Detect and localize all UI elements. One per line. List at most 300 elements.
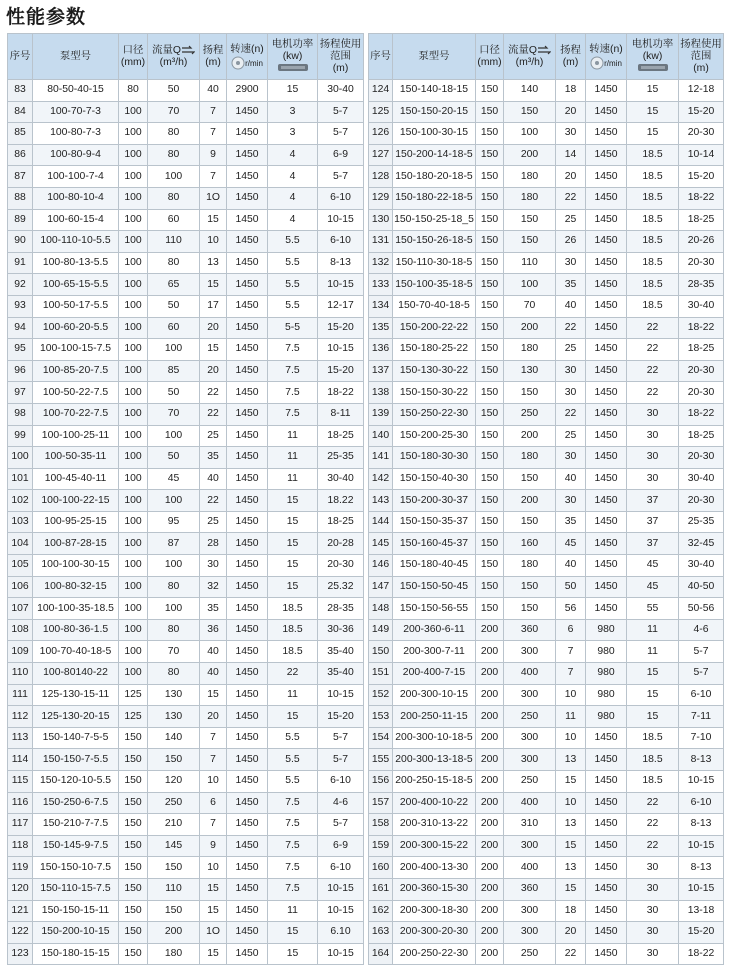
cell-caliber: 150 — [476, 231, 504, 253]
cell-no: 151 — [369, 663, 393, 685]
cell-no: 125 — [369, 101, 393, 123]
cell-speed: 1450 — [227, 360, 268, 382]
cell-caliber: 150 — [119, 792, 148, 814]
cell-power: 11 — [268, 447, 318, 469]
cell-head: 13 — [200, 252, 227, 274]
cell-no: 118 — [8, 835, 33, 857]
cell-head: 7 — [200, 123, 227, 145]
cell-no: 100 — [8, 447, 33, 469]
cell-range: 10-15 — [679, 878, 724, 900]
table-row — [8, 835, 364, 857]
cell-model: 200-400-7-15 — [393, 663, 476, 685]
cell-head: 25 — [200, 425, 227, 447]
table-row — [8, 727, 364, 749]
cell-no: 84 — [8, 101, 33, 123]
header-power: 电机功率 (kw) — [268, 34, 318, 80]
table-row — [369, 511, 724, 533]
cell-head: 6 — [200, 792, 227, 814]
cell-model: 100-50-17-5.5 — [33, 295, 119, 317]
spec-table-right — [368, 33, 724, 965]
cell-power: 15 — [268, 555, 318, 577]
header-flow: 流量Q (m³/h) — [504, 34, 556, 80]
cell-range: 10-15 — [318, 684, 364, 706]
cell-power: 15 — [627, 684, 679, 706]
cell-model: 100-100-25-11 — [33, 425, 119, 447]
cell-model: 150-150-40-30 — [393, 468, 476, 490]
cell-range: 18-22 — [679, 317, 724, 339]
cell-head: 25 — [556, 339, 586, 361]
cell-power: 18.5 — [627, 771, 679, 793]
cell-speed: 1450 — [586, 295, 627, 317]
cell-head: 18 — [556, 900, 586, 922]
cell-caliber: 200 — [476, 878, 504, 900]
cell-head: 56 — [556, 598, 586, 620]
cell-head: 40 — [556, 555, 586, 577]
table-row — [369, 252, 724, 274]
cell-power: 30 — [627, 447, 679, 469]
cell-flow: 180 — [504, 187, 556, 209]
cell-no: 104 — [8, 533, 33, 555]
cell-model: 100-80-9-4 — [33, 144, 119, 166]
cell-caliber: 150 — [476, 252, 504, 274]
motor-icon — [278, 64, 308, 71]
cell-range: 20-30 — [679, 447, 724, 469]
cell-model: 150-145-9-7.5 — [33, 835, 119, 857]
table-row — [369, 533, 724, 555]
cell-caliber: 100 — [119, 317, 148, 339]
cell-head: 40 — [200, 80, 227, 102]
cell-flow: 80 — [148, 576, 200, 598]
cell-power: 5.5 — [268, 274, 318, 296]
cell-model: 150-110-30-18-5 — [393, 252, 476, 274]
cell-caliber: 200 — [476, 943, 504, 965]
cell-caliber: 100 — [119, 511, 148, 533]
cell-flow: 50 — [148, 80, 200, 102]
cell-speed: 1450 — [227, 533, 268, 555]
cell-caliber: 150 — [119, 922, 148, 944]
cell-power: 15 — [268, 706, 318, 728]
cell-range: 12-17 — [318, 295, 364, 317]
cell-head: 15 — [200, 684, 227, 706]
table-row — [369, 619, 724, 641]
cell-model: 125-130-15-11 — [33, 684, 119, 706]
cell-caliber: 100 — [119, 360, 148, 382]
cell-head: 22 — [556, 187, 586, 209]
cell-head: 35 — [556, 274, 586, 296]
table-row — [369, 339, 724, 361]
cell-caliber: 100 — [119, 231, 148, 253]
table-row — [369, 468, 724, 490]
cell-no: 111 — [8, 684, 33, 706]
table-row — [369, 403, 724, 425]
cell-caliber: 100 — [119, 403, 148, 425]
cell-range: 18-22 — [318, 382, 364, 404]
cell-speed: 1450 — [227, 425, 268, 447]
cell-speed: 1450 — [227, 922, 268, 944]
cell-head: 30 — [556, 252, 586, 274]
cell-power: 5.5 — [268, 252, 318, 274]
cell-no: 124 — [369, 80, 393, 102]
cell-power: 7.5 — [268, 382, 318, 404]
table-row — [8, 403, 364, 425]
cell-caliber: 100 — [119, 101, 148, 123]
table-body-right — [369, 80, 724, 965]
cell-speed: 1450 — [586, 814, 627, 836]
cell-caliber: 150 — [476, 123, 504, 145]
cell-model: 200-400-10-22 — [393, 792, 476, 814]
cell-speed: 1450 — [227, 619, 268, 641]
cell-flow: 80 — [148, 187, 200, 209]
cell-speed: 1450 — [586, 101, 627, 123]
cell-power: 18.5 — [627, 295, 679, 317]
cell-caliber: 150 — [476, 382, 504, 404]
cell-power: 30 — [627, 943, 679, 965]
cell-model: 100-45-40-11 — [33, 468, 119, 490]
cell-range: 20-30 — [679, 382, 724, 404]
table-row — [8, 771, 364, 793]
cell-flow: 100 — [148, 555, 200, 577]
cell-no: 131 — [369, 231, 393, 253]
cell-head: 25 — [556, 209, 586, 231]
cell-no: 120 — [8, 878, 33, 900]
cell-model: 100-100-22-15 — [33, 490, 119, 512]
cell-head: 15 — [200, 274, 227, 296]
cell-speed: 980 — [586, 706, 627, 728]
cell-flow: 250 — [504, 706, 556, 728]
cell-caliber: 200 — [476, 727, 504, 749]
table-row — [8, 792, 364, 814]
cell-model: 150-180-22-18-5 — [393, 187, 476, 209]
cell-model: 150-150-15-11 — [33, 900, 119, 922]
table-row — [8, 144, 364, 166]
cell-no: 161 — [369, 878, 393, 900]
cell-flow: 80 — [148, 252, 200, 274]
cell-no: 129 — [369, 187, 393, 209]
cell-speed: 1450 — [227, 727, 268, 749]
cell-speed: 1450 — [227, 339, 268, 361]
cell-range: 30-40 — [318, 80, 364, 102]
cell-power: 7.5 — [268, 403, 318, 425]
cell-no: 121 — [8, 900, 33, 922]
cell-caliber: 100 — [119, 533, 148, 555]
cell-flow: 300 — [504, 749, 556, 771]
cell-flow: 145 — [148, 835, 200, 857]
table-row — [8, 252, 364, 274]
cell-range: 10-15 — [318, 878, 364, 900]
cell-caliber: 200 — [476, 792, 504, 814]
cell-speed: 1450 — [227, 101, 268, 123]
cell-range: 10-15 — [318, 900, 364, 922]
cell-flow: 180 — [504, 339, 556, 361]
cell-head: 15 — [556, 835, 586, 857]
cell-power: 18.5 — [627, 727, 679, 749]
cell-model: 150-120-10-5.5 — [33, 771, 119, 793]
cell-power: 7.5 — [268, 857, 318, 879]
cell-caliber: 200 — [476, 663, 504, 685]
cell-power: 22 — [627, 360, 679, 382]
cell-caliber: 150 — [119, 900, 148, 922]
cell-head: 40 — [556, 468, 586, 490]
cell-no: 142 — [369, 468, 393, 490]
cell-model: 100-80-7-3 — [33, 123, 119, 145]
cell-caliber: 100 — [119, 339, 148, 361]
table-row — [369, 382, 724, 404]
cell-flow: 100 — [504, 274, 556, 296]
cell-range: 5-7 — [679, 641, 724, 663]
cell-caliber: 80 — [119, 80, 148, 102]
cell-flow: 300 — [504, 922, 556, 944]
cell-model: 100-80-32-15 — [33, 576, 119, 598]
cell-head: 7 — [200, 101, 227, 123]
cell-no: 154 — [369, 727, 393, 749]
cell-model: 100-100-7-4 — [33, 166, 119, 188]
table-row — [8, 468, 364, 490]
cell-no: 128 — [369, 166, 393, 188]
cell-caliber: 150 — [476, 80, 504, 102]
cell-speed: 1450 — [586, 727, 627, 749]
cell-head: 36 — [200, 619, 227, 641]
cell-no: 99 — [8, 425, 33, 447]
cell-flow: 87 — [148, 533, 200, 555]
cell-speed: 1450 — [586, 403, 627, 425]
cell-no: 88 — [8, 187, 33, 209]
cell-speed: 1450 — [586, 533, 627, 555]
cell-power: 4 — [268, 187, 318, 209]
cell-head: 30 — [556, 490, 586, 512]
cell-head: 10 — [200, 857, 227, 879]
cell-model: 200-300-13-18-5 — [393, 749, 476, 771]
cell-no: 156 — [369, 771, 393, 793]
table-row — [8, 576, 364, 598]
cell-model: 200-300-7-11 — [393, 641, 476, 663]
cell-range: 10-15 — [318, 209, 364, 231]
cell-head: 26 — [556, 231, 586, 253]
cell-no: 89 — [8, 209, 33, 231]
cell-no: 91 — [8, 252, 33, 274]
cell-model: 150-150-56-55 — [393, 598, 476, 620]
table-row — [8, 598, 364, 620]
table-row — [8, 360, 364, 382]
cell-model: 200-250-15-18-5 — [393, 771, 476, 793]
cell-power: 18.5 — [268, 619, 318, 641]
cell-model: 150-250-6-7.5 — [33, 792, 119, 814]
cell-model: 150-180-25-22 — [393, 339, 476, 361]
table-row — [8, 511, 364, 533]
cell-power: 15 — [268, 80, 318, 102]
cell-range: 18-25 — [318, 511, 364, 533]
cell-speed: 1450 — [227, 274, 268, 296]
cell-model: 100-50-35-11 — [33, 447, 119, 469]
cell-flow: 80 — [148, 619, 200, 641]
cell-caliber: 150 — [119, 857, 148, 879]
cell-speed: 1450 — [227, 857, 268, 879]
cell-speed: 1450 — [227, 403, 268, 425]
cell-caliber: 100 — [119, 123, 148, 145]
cell-power: 22 — [268, 663, 318, 685]
header-row — [8, 34, 364, 80]
cell-speed: 1450 — [586, 490, 627, 512]
cell-head: 35 — [200, 447, 227, 469]
cell-head: 9 — [200, 835, 227, 857]
cell-no: 106 — [8, 576, 33, 598]
cell-power: 18.5 — [627, 231, 679, 253]
table-row — [369, 922, 724, 944]
cell-range: 8-13 — [679, 857, 724, 879]
table-row — [8, 209, 364, 231]
cell-caliber: 150 — [119, 943, 148, 965]
cell-head: 15 — [200, 878, 227, 900]
cell-caliber: 150 — [476, 511, 504, 533]
cell-range: 12-18 — [679, 80, 724, 102]
cell-speed: 1450 — [227, 187, 268, 209]
cell-caliber: 150 — [476, 403, 504, 425]
cell-caliber: 200 — [476, 641, 504, 663]
cell-speed: 1450 — [586, 425, 627, 447]
cell-caliber: 150 — [476, 209, 504, 231]
table-row — [369, 598, 724, 620]
cell-range: 10-14 — [679, 144, 724, 166]
cell-no: 127 — [369, 144, 393, 166]
cell-model: 150-180-30-30 — [393, 447, 476, 469]
cell-head: 30 — [556, 382, 586, 404]
cell-flow: 200 — [504, 490, 556, 512]
cell-range: 18.22 — [318, 490, 364, 512]
cell-caliber: 100 — [119, 144, 148, 166]
table-row — [8, 533, 364, 555]
cell-power: 5-5 — [268, 317, 318, 339]
cell-flow: 150 — [148, 900, 200, 922]
cell-range: 10-15 — [318, 274, 364, 296]
cell-head: 15 — [200, 900, 227, 922]
cell-speed: 1450 — [586, 252, 627, 274]
cell-caliber: 150 — [119, 727, 148, 749]
cell-range: 15-20 — [318, 360, 364, 382]
cell-caliber: 100 — [119, 252, 148, 274]
cell-head: 15 — [556, 771, 586, 793]
table-row — [8, 900, 364, 922]
cell-power: 18.5 — [268, 641, 318, 663]
cell-no: 105 — [8, 555, 33, 577]
table-row — [8, 447, 364, 469]
cell-range: 30-40 — [318, 468, 364, 490]
cell-speed: 1450 — [227, 576, 268, 598]
cell-head: 15 — [200, 943, 227, 965]
cell-head: 22 — [200, 490, 227, 512]
cell-head: 13 — [556, 814, 586, 836]
cell-caliber: 200 — [476, 857, 504, 879]
cell-speed: 1450 — [586, 317, 627, 339]
cell-caliber: 200 — [476, 619, 504, 641]
cell-speed: 1450 — [227, 835, 268, 857]
cell-head: 20 — [556, 922, 586, 944]
cell-flow: 130 — [148, 706, 200, 728]
cell-caliber: 150 — [119, 878, 148, 900]
cell-range: 20-30 — [679, 360, 724, 382]
cell-flow: 150 — [504, 511, 556, 533]
cell-model: 150-150-7-5.5 — [33, 749, 119, 771]
cell-power: 30 — [627, 425, 679, 447]
table-row — [369, 447, 724, 469]
cell-power: 22 — [627, 339, 679, 361]
cell-speed: 1450 — [586, 576, 627, 598]
cell-speed: 1450 — [227, 382, 268, 404]
cell-range: 5-7 — [318, 749, 364, 771]
table-row — [8, 317, 364, 339]
cell-model: 200-300-20-30 — [393, 922, 476, 944]
cell-power: 15 — [627, 663, 679, 685]
cell-model: 150-200-10-15 — [33, 922, 119, 944]
header-range: 扬程使用范围 (m) — [318, 34, 364, 80]
cell-model: 100-50-22-7.5 — [33, 382, 119, 404]
cell-range: 30-40 — [679, 295, 724, 317]
cell-model: 200-310-13-22 — [393, 814, 476, 836]
cell-head: 7 — [556, 663, 586, 685]
cell-speed: 1450 — [586, 468, 627, 490]
table-row — [8, 123, 364, 145]
cell-caliber: 100 — [119, 425, 148, 447]
cell-range: 20-30 — [318, 555, 364, 577]
cell-no: 114 — [8, 749, 33, 771]
cell-flow: 400 — [504, 663, 556, 685]
cell-no: 149 — [369, 619, 393, 641]
cell-flow: 150 — [504, 382, 556, 404]
table-row — [369, 555, 724, 577]
cell-speed: 1450 — [227, 749, 268, 771]
table-row — [8, 943, 364, 965]
cell-model: 100-60-20-5.5 — [33, 317, 119, 339]
table-row — [8, 166, 364, 188]
cell-range: 4-6 — [679, 619, 724, 641]
table-row — [369, 878, 724, 900]
cell-flow: 140 — [504, 80, 556, 102]
cell-power: 15 — [268, 490, 318, 512]
cell-head: 10 — [556, 792, 586, 814]
cell-model: 150-180-40-45 — [393, 555, 476, 577]
cell-range: 20-28 — [318, 533, 364, 555]
cell-head: 18 — [556, 80, 586, 102]
table-row — [8, 857, 364, 879]
cell-head: 22 — [200, 382, 227, 404]
cell-range: 18-25 — [679, 339, 724, 361]
cell-speed: 1450 — [586, 187, 627, 209]
cell-head: 20 — [556, 101, 586, 123]
table-row — [8, 187, 364, 209]
cell-flow: 100 — [504, 123, 556, 145]
cell-no: 130 — [369, 209, 393, 231]
cell-caliber: 150 — [119, 835, 148, 857]
cell-range: 13-18 — [679, 900, 724, 922]
table-row — [369, 144, 724, 166]
cell-flow: 200 — [504, 425, 556, 447]
cell-speed: 1450 — [586, 144, 627, 166]
table-row — [8, 706, 364, 728]
cell-speed: 1450 — [227, 943, 268, 965]
cell-model: 100-80-36-1.5 — [33, 619, 119, 641]
cell-flow: 70 — [504, 295, 556, 317]
cell-flow: 50 — [148, 447, 200, 469]
cell-no: 133 — [369, 274, 393, 296]
cell-model: 150-100-30-15 — [393, 123, 476, 145]
cell-model: 150-150-35-37 — [393, 511, 476, 533]
cell-flow: 250 — [504, 771, 556, 793]
cell-no: 116 — [8, 792, 33, 814]
cell-model: 125-130-20-15 — [33, 706, 119, 728]
cell-range: 8-13 — [679, 814, 724, 836]
cell-caliber: 200 — [476, 684, 504, 706]
cell-model: 150-130-30-22 — [393, 360, 476, 382]
cell-no: 112 — [8, 706, 33, 728]
table-row — [369, 749, 724, 771]
